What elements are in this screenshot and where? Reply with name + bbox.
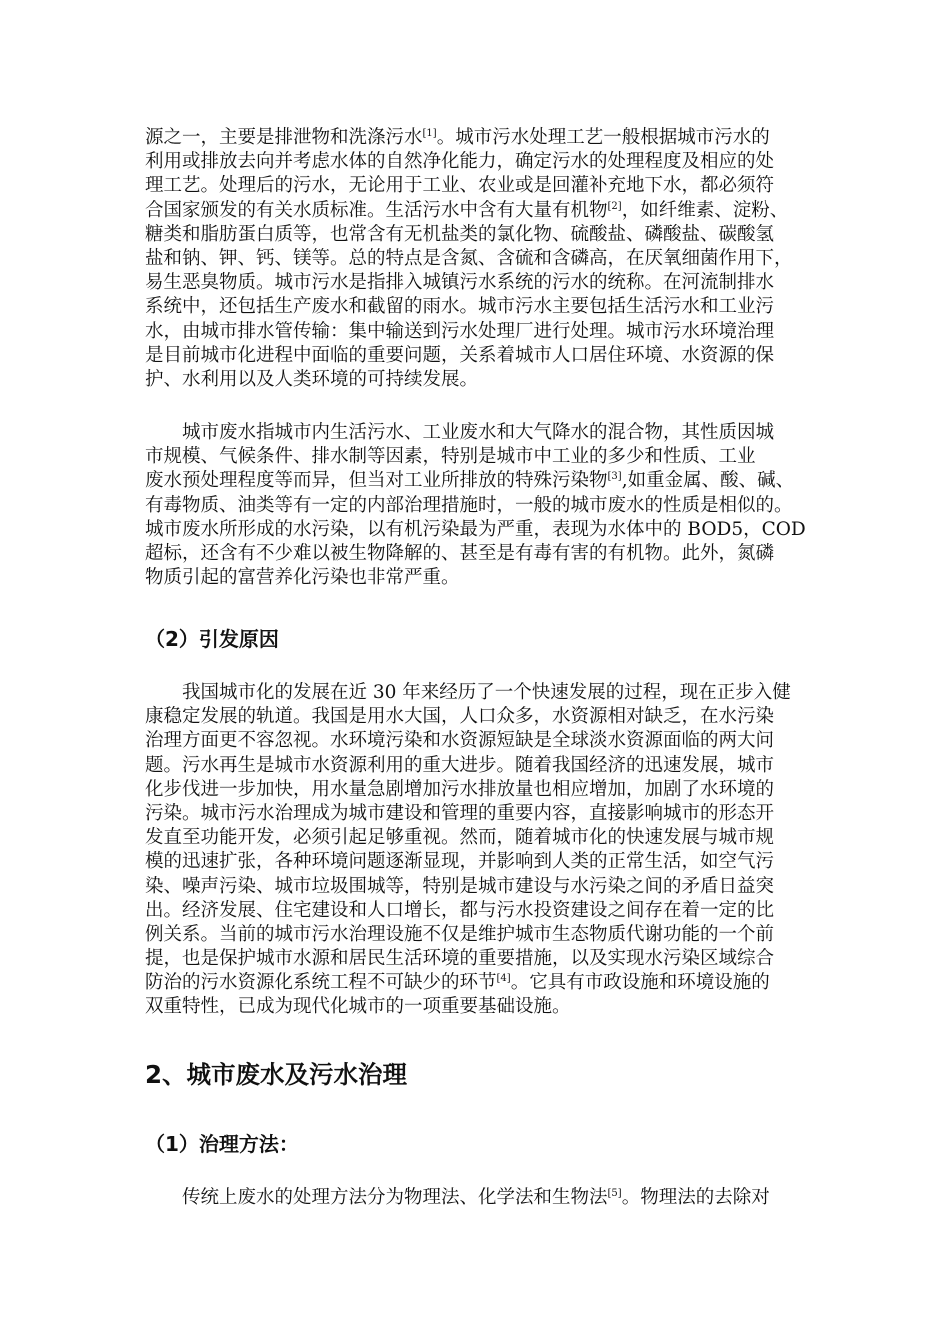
text-line [145, 802, 805, 826]
text-line [145, 223, 805, 247]
line-text: 题。污水再生是城市水资源利用的重大进步。随着我国经济的迅速发展，城市 [145, 754, 775, 776]
text-line [145, 199, 805, 223]
paragraph-urban-wastewater [145, 421, 805, 590]
line-text: 。它具有市政设施和环境设施的 [510, 972, 770, 994]
text-line [145, 174, 805, 198]
heading-treatment-methods: （1）治理方法： [145, 1132, 299, 1156]
line-text: 出。经济发展、住宅建设和人口增长，都与污水投资建设之间存在着一定的比 [145, 899, 775, 921]
paragraph-treatment-methods [145, 1186, 805, 1210]
line-text: 模的迅速扩张，各种环境问题逐渐显现，并影响到人类的正常生活，如空气污 [145, 851, 775, 873]
text-line [145, 875, 805, 899]
text-line [145, 368, 805, 392]
line-text: 提，也是保护城市水源和居民生活环境的重要措施，以及实现水污染区域综合 [145, 948, 775, 970]
text-line [145, 826, 805, 850]
text-line [145, 705, 805, 729]
citation-ref: [4] [496, 973, 511, 985]
text-line [145, 899, 805, 923]
line-text: 。城市污水处理工艺一般根据城市污水的 [436, 127, 770, 148]
line-text: 城市废水指城市内生活污水、工业废水和大气降水的混合物，其性质因城 [182, 422, 775, 443]
line-text: 糖类和脂肪蛋白质等，也常含有无机盐类的氯化物、硫酸盐、磷酸盐、碳酸氢 [145, 223, 775, 245]
line-text: 利用或排放去向并考虑水体的自然净化能力，确定污水的处理程度及相应的处 [145, 151, 775, 173]
line-text: ,如重金属、酸、碱、 [621, 470, 795, 492]
line-text: 水，由城市排水管传输：集中输送到污水处理厂进行处理。城市污水环境治理 [145, 320, 775, 342]
line-text: 物质引起的富营养化污染也非常严重。 [145, 567, 460, 589]
line-text: 是目前城市化进程中面临的重要问题，关系着城市人口居住环境、水资源的保 [145, 344, 775, 366]
text-line [145, 947, 805, 971]
line-text: 有毒物质、油类等有一定的内部治理措施时，一般的城市废水的性质是相似的。 [145, 494, 793, 516]
text-line [145, 1186, 805, 1210]
text-line [145, 729, 805, 753]
text-line [145, 754, 805, 778]
text-line [145, 681, 805, 705]
heading-section-2: 2、城市废水及污水治理 [145, 1060, 408, 1089]
text-line [145, 995, 805, 1019]
text-line [145, 247, 805, 271]
line-text: 盐和钠、钾、钙、镁等。总的特点是含氮、含硫和含磷高，在厌氧细菌作用下， [145, 247, 793, 269]
line-text: 护、水利用以及人类环境的可持续发展。 [145, 368, 479, 390]
line-text: 治理方面更不容忽视。水环境污染和水资源短缺是全球淡水资源面临的两大问 [145, 730, 775, 752]
line-text: 。物理法的去除对 [621, 1187, 770, 1208]
line-text: 传统上废水的处理方法分为物理法、化学法和生物法 [182, 1187, 608, 1208]
line-text: 源之一，主要是排泄物和洗涤污水 [145, 127, 423, 148]
line-text: 染、噪声污染、城市垃圾围城等，特别是城市建设与水污染之间的矛盾日益突 [145, 875, 775, 897]
text-line [145, 295, 805, 319]
heading-causes: （2）引发原因 [145, 627, 279, 651]
citation-ref: [2] [607, 200, 622, 212]
line-text: 防治的污水资源化系统工程不可缺少的环节 [145, 972, 497, 994]
text-line [145, 344, 805, 368]
text-line [145, 421, 805, 445]
line-text: 发直至功能开发，必须引起足够重视。然而，随着城市化的快速发展与城市规 [145, 827, 775, 849]
line-text: 废水预处理程度等而异，但当对工业所排放的特殊污染物 [145, 470, 608, 492]
text-line [145, 971, 805, 995]
paragraph-wastewater-definition [145, 126, 805, 392]
text-line [145, 271, 805, 295]
text-line [145, 566, 805, 590]
text-line [145, 518, 805, 542]
text-line [145, 126, 805, 150]
citation-ref: [5] [607, 1188, 622, 1199]
text-line [145, 494, 805, 518]
text-line [145, 469, 805, 493]
text-line [145, 923, 805, 947]
line-text: 双重特性，已成为现代化城市的一项重要基础设施。 [145, 996, 571, 1018]
paragraph-causes [145, 681, 805, 1020]
line-text: 康稳定发展的轨道。我国是用水大国，人口众多，水资源相对缺乏，在水污染 [145, 706, 775, 728]
line-text: 理工艺。处理后的污水，无论用于工业、农业或是回灌补充地下水，都必须符 [145, 175, 775, 197]
line-text: 超标，还含有不少难以被生物降解的、甚至是有毒有害的有机物。此外，氮磷 [145, 542, 775, 564]
line-text: ，如纤维素、淀粉、 [621, 199, 789, 221]
text-line [145, 542, 805, 566]
line-text: 市规模、气候条件、排水制等因素，特别是城市中工业的多少和性质、工业 [145, 446, 756, 468]
line-text: 化步伐进一步加快，用水量急剧增加污水排放量也相应增加，加剧了水环境的 [145, 778, 775, 800]
text-line [145, 320, 805, 344]
line-text: 例关系。当前的城市污水治理设施不仅是维护城市生态物质代谢功能的一个前 [145, 923, 775, 945]
line-text: 城市废水所形成的水污染，以有机污染最为严重，表现为水体中的 BOD5，COD [145, 518, 806, 540]
citation-ref: [3] [607, 471, 622, 483]
text-line [145, 150, 805, 174]
citation-ref: [1] [422, 128, 437, 139]
line-text: 系统中，还包括生产废水和截留的雨水。城市污水主要包括生活污水和工业污 [145, 296, 775, 318]
line-text: 污染。城市污水治理成为城市建设和管理的重要内容，直接影响城市的形态开 [145, 802, 775, 824]
line-text: 易生恶臭物质。城市污水是指排入城镇污水系统的污水的统称。在河流制排水 [145, 272, 775, 294]
text-line [145, 850, 805, 874]
text-line [145, 445, 805, 469]
text-line [145, 778, 805, 802]
line-text: 我国城市化的发展在近 30 年来经历了一个快速发展的过程，现在正步入健 [182, 682, 791, 703]
line-text: 合国家颁发的有关水质标准。生活污水中含有大量有机物 [145, 199, 608, 221]
